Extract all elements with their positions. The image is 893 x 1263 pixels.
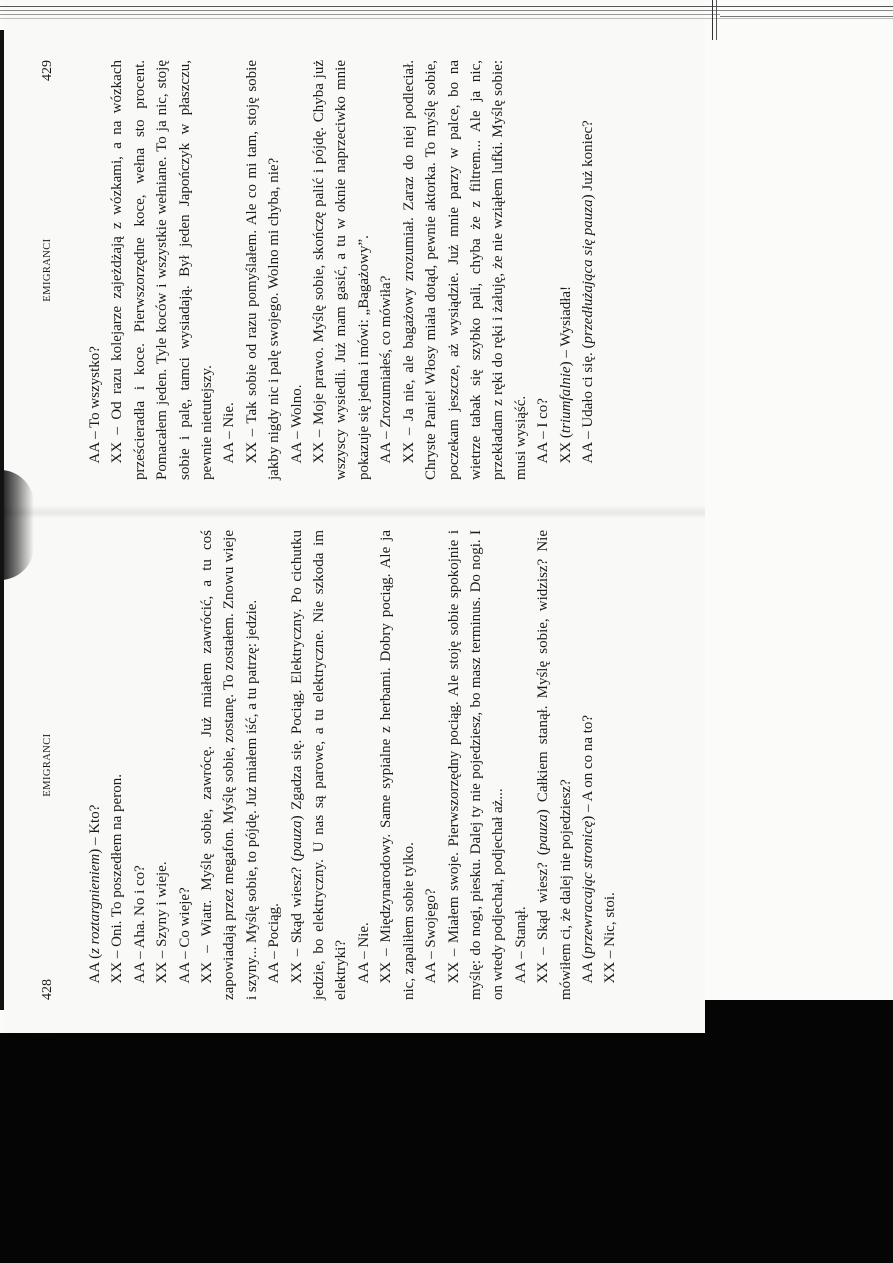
- page-gutter: [4, 505, 705, 519]
- dialogue-line: XX – Szyny i wieje.: [154, 861, 171, 984]
- scanner-background-right: [705, 1000, 893, 1263]
- running-head: [40, 530, 64, 1000]
- dialogue-line: XX – Moje prawo. Myślę sobie, skończę palić i pójdę. Chyba już wszyscy wysiedli. Już mam gasić, a tu w oknie naprzeciwko mnie pokazuje się jedna i mówi: „Bagażowy”.: [311, 60, 372, 480]
- page-number: 428: [40, 979, 55, 1000]
- stage-direction: z roztargnieniem: [87, 853, 103, 954]
- dialogue-line: AA – Wolno.: [288, 384, 305, 464]
- dialogue-line: AA (z roztargnieniem) – Kto?: [87, 804, 103, 984]
- dialogue-line: XX – Oni. To poszedłem na peron.: [109, 774, 126, 984]
- dialogue-line: XX – Od razu kolejarze zajeżdżają z wózkami, a na wózkach prześcieradła i koce. Pierwszorzędne koce, wełna sto procent. Pomacałem jeden. Tyle koców i wszystkie wełniane. To ja nic, stoję sobie i palę, tamci wysiadają. Był jeden Japończyk w płaszczu, pewnie nietutejszy.: [109, 60, 216, 480]
- dialogue-line: XX – Nic, stoi.: [602, 892, 619, 984]
- page-text: [84, 530, 622, 1000]
- dialogue-line: AA – Co wieje?: [176, 887, 193, 984]
- dialogue-line: AA – Aha. No i co?: [131, 865, 148, 984]
- dialogue-line: AA – Pociąg.: [266, 903, 283, 984]
- stage-direction: pauza: [535, 814, 552, 851]
- page-number: 429: [40, 60, 55, 81]
- dialogue-line: AA – Nie.: [221, 402, 238, 464]
- stage-direction: przedłużająca się pauza: [579, 199, 596, 344]
- page-text: [84, 60, 599, 480]
- right-page: [40, 60, 640, 480]
- running-title: EMIGRANCI: [42, 733, 53, 797]
- dialogue-line: XX – Skąd wiesz? (pauza) Całkiem stanął. Myślę sobie, widzisz? Nie mówiłem ci, że dalej nie pojedziesz?: [535, 530, 574, 1000]
- dialogue-line: AA – Zrozumiałeś, co mówiła?: [378, 275, 395, 464]
- dialogue-line: AA – Udało ci się. (przedłużająca się pauza) Już koniec?: [579, 120, 596, 464]
- dialogue-line: XX – Międzynarodowy. Same sypialne z herbami. Dobry pociąg. Ale ja nic, zapaliłem sobie tylko.: [378, 530, 417, 1000]
- dialogue-line: XX – Ja nie, ale bagażowy zrozumiał. Zaraz do niej podleciał. Chryste Panie! Włosy miała dotąd, pewnie aktorka. To myślę sobie, poczekam jeszcze, aż wysiądzie. Już mnie parzy w palce, bo na wietrze tabak się szybko pali, chyba że z filtrem... Ale ja nic, przekładam z ręki do ręki i żałuję, że nie wziąłem lufki. Myślę sobie: musi wysiąść.: [400, 60, 529, 480]
- dialogue-line: XX – Skąd wiesz? (pauza) Zgadza się. Pociąg. Elektryczny. Po cichutku jedzie, bo elektryczny. U nas są parowe, a tu elektryczne. Nie szkoda im elektryki?: [288, 530, 350, 1000]
- dialogue-line: XX – Miałem swoje. Pierwszorzędny pociąg. Ale stoję sobie spokojnie i myślę: do nogi, piesku. Dalej ty nie pojedziesz, bo masz terminus. Do nogi. I on wtedy podjechał, podjechał aż...: [445, 530, 507, 1000]
- book-spine-shadow: [0, 470, 34, 580]
- stage-direction: przewracając stronicę: [579, 820, 596, 954]
- running-title: EMIGRANCI: [42, 238, 53, 302]
- dialogue-line: AA – Nie.: [355, 922, 372, 984]
- dialogue-line: AA (przewracając stronicę) – A on co na to?: [579, 714, 596, 984]
- dialogue-line: XX – Tak sobie od razu pomyślałem. Ale co mi tam, stoję sobie jakby nigdy nic i palę swojego. Wolno mi chyba, nie?: [243, 60, 283, 480]
- dialogue-line: AA – I co?: [535, 398, 552, 464]
- dialogue-line: AA – To wszystko?: [87, 346, 103, 464]
- dialogue-line: AA – Stanął.: [512, 906, 529, 984]
- dialogue-line: XX – Wiatr. Myślę sobie, zawrócę. Już miałem zawrócić, a tu coś zapowiadają przez megafon. Myślę sobie, zostanę. To zostałem. Znowu wieje i szyny... Myślę sobie, to pójdę. Już miałem iść, a tu patrzę: jedzie.: [199, 530, 260, 1000]
- stage-direction: triumfalnie: [557, 366, 574, 434]
- left-page: [40, 530, 640, 1000]
- stage-direction: pauza: [288, 820, 305, 857]
- running-head: [40, 60, 64, 480]
- dialogue-line: AA – Swojego?: [423, 888, 440, 984]
- page-edge-lines: [0, 0, 893, 40]
- dialogue-line: XX (triumfalnie) – Wysiadła!: [557, 285, 574, 464]
